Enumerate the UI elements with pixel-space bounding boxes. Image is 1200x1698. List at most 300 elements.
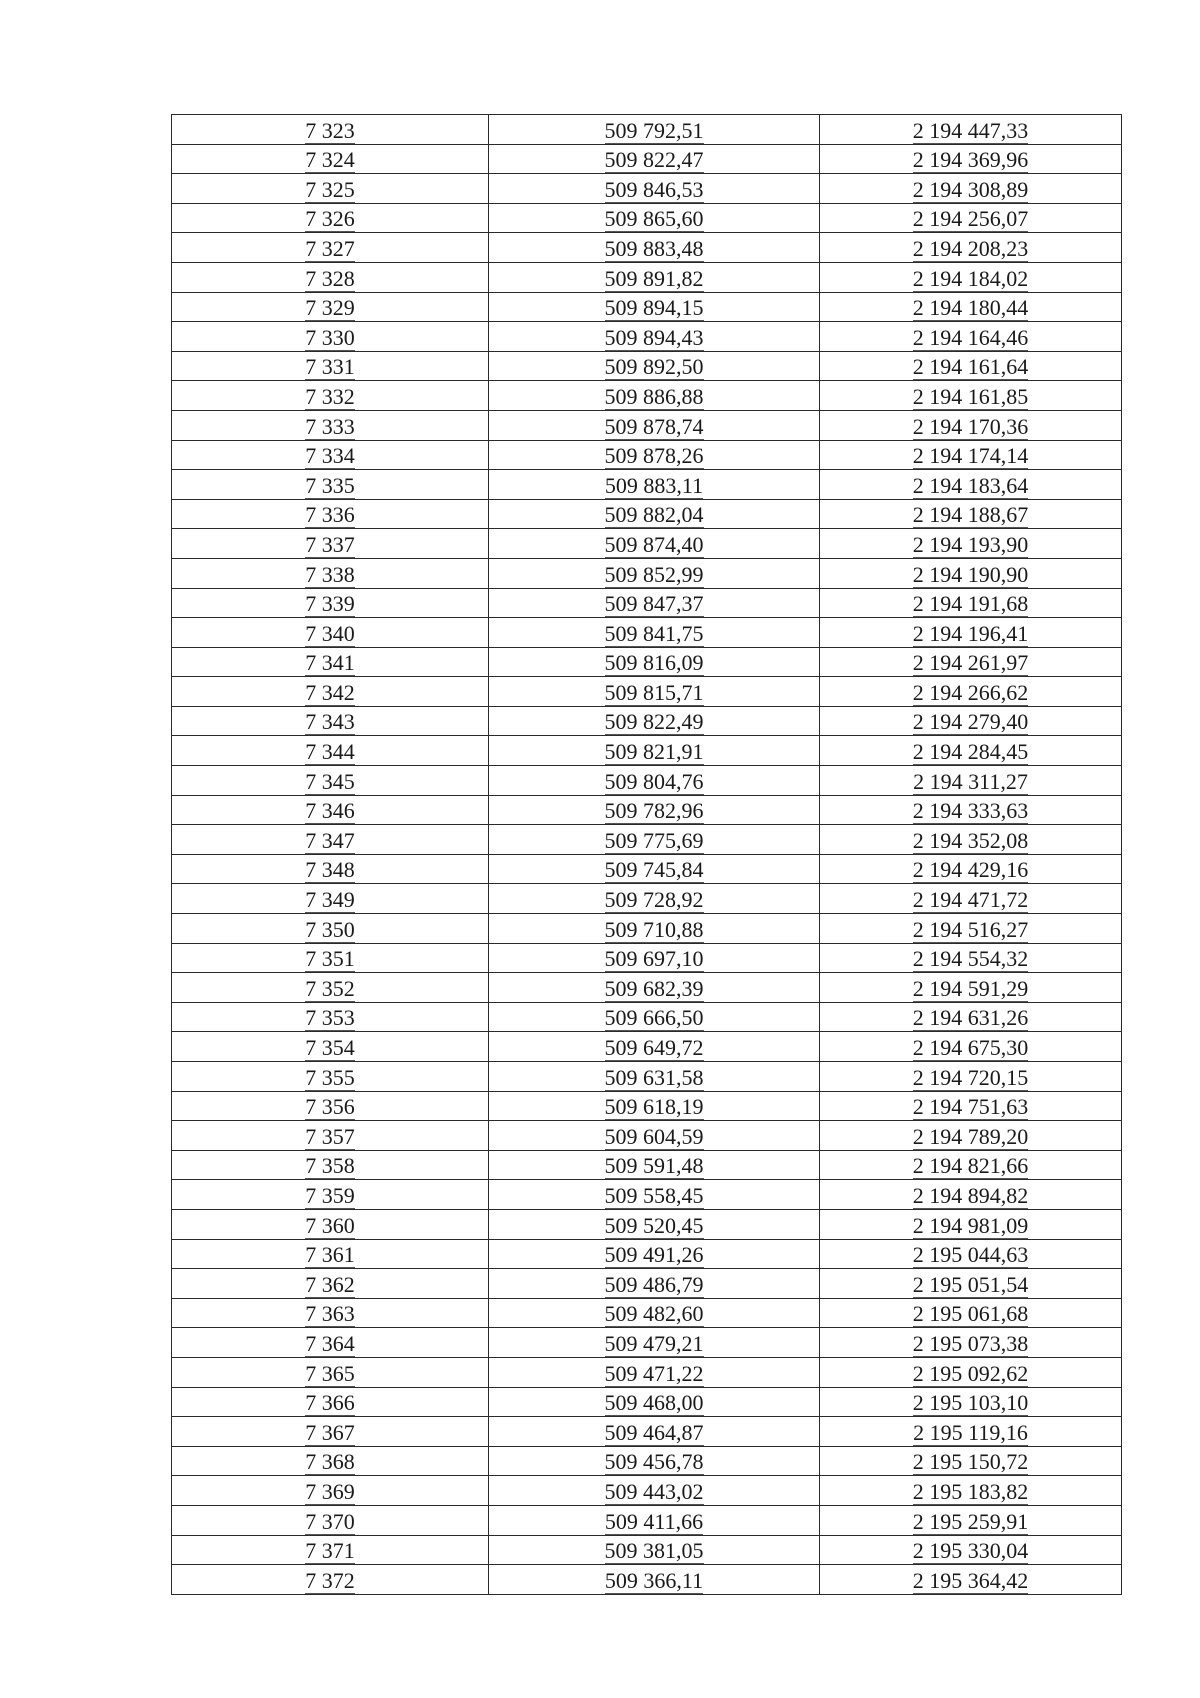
cell-value: 2 194 170,36 (912, 413, 1029, 439)
table-row (172, 1446, 1122, 1476)
x-coordinate-cell (489, 440, 820, 470)
x-coordinate-cell (489, 203, 820, 233)
cell-value: 509 804,76 (604, 768, 704, 794)
cell-value: 509 815,71 (604, 679, 704, 705)
point-number-cell (172, 144, 489, 174)
cell-value: 509 604,59 (604, 1123, 704, 1149)
table-row (172, 973, 1122, 1003)
x-coordinate-cell (489, 1062, 820, 1092)
cell-value: 2 195 150,72 (912, 1449, 1029, 1475)
x-coordinate-cell (489, 854, 820, 884)
point-number-cell (172, 1002, 489, 1032)
cell-value: 7 362 (305, 1271, 355, 1297)
cell-value: 7 335 (305, 472, 355, 498)
cell-value: 2 194 352,08 (912, 827, 1029, 853)
cell-value: 7 340 (305, 620, 355, 646)
y-coordinate-cell (820, 203, 1122, 233)
x-coordinate-cell (489, 1535, 820, 1565)
cell-value: 2 194 256,07 (912, 206, 1029, 232)
y-coordinate-cell (820, 1535, 1122, 1565)
cell-value: 509 822,47 (604, 147, 704, 173)
table-row (172, 1476, 1122, 1506)
cell-value: 509 471,22 (604, 1360, 704, 1386)
table-row (172, 1387, 1122, 1417)
table-row (172, 766, 1122, 796)
cell-value: 509 792,51 (604, 117, 704, 143)
table-row (172, 1032, 1122, 1062)
cell-value: 7 347 (305, 827, 355, 853)
cell-value: 7 337 (305, 531, 355, 557)
cell-value: 509 682,39 (604, 975, 704, 1001)
cell-value: 2 195 044,63 (912, 1242, 1029, 1268)
cell-value: 2 194 161,85 (912, 383, 1029, 409)
cell-value: 7 361 (305, 1242, 355, 1268)
x-coordinate-cell (489, 410, 820, 440)
cell-value: 2 194 429,16 (912, 857, 1029, 883)
table-row (172, 706, 1122, 736)
x-coordinate-cell (489, 1209, 820, 1239)
cell-value: 7 346 (305, 798, 355, 824)
cell-value: 2 194 471,72 (912, 887, 1029, 913)
point-number-cell (172, 1417, 489, 1447)
cell-value: 509 482,60 (604, 1301, 704, 1327)
cell-value: 7 325 (305, 176, 355, 202)
cell-value: 2 195 183,82 (912, 1478, 1029, 1504)
x-coordinate-cell (489, 736, 820, 766)
x-coordinate-cell (489, 174, 820, 204)
cell-value: 509 883,11 (604, 472, 704, 498)
y-coordinate-cell (820, 381, 1122, 411)
cell-value: 509 411,66 (604, 1508, 704, 1534)
point-number-cell (172, 381, 489, 411)
y-coordinate-cell (820, 1209, 1122, 1239)
point-number-cell (172, 884, 489, 914)
point-number-cell (172, 825, 489, 855)
y-coordinate-cell (820, 647, 1122, 677)
x-coordinate-cell (489, 618, 820, 648)
cell-value: 7 365 (305, 1360, 355, 1386)
cell-value: 509 456,78 (604, 1449, 704, 1475)
y-coordinate-cell (820, 706, 1122, 736)
cell-value: 2 194 161,64 (912, 354, 1029, 380)
x-coordinate-cell (489, 1269, 820, 1299)
y-coordinate-cell (820, 973, 1122, 1003)
cell-value: 2 194 188,67 (912, 502, 1029, 528)
cell-value: 2 195 061,68 (912, 1301, 1029, 1327)
table-row (172, 203, 1122, 233)
point-number-cell (172, 410, 489, 440)
x-coordinate-cell (489, 233, 820, 263)
cell-value: 509 822,49 (604, 709, 704, 735)
point-number-cell (172, 529, 489, 559)
table-row (172, 854, 1122, 884)
table-row (172, 618, 1122, 648)
y-coordinate-cell (820, 262, 1122, 292)
table-row (172, 470, 1122, 500)
cell-value: 2 194 208,23 (912, 235, 1029, 261)
y-coordinate-cell (820, 1032, 1122, 1062)
cell-value: 2 195 364,42 (912, 1567, 1029, 1593)
point-number-cell (172, 470, 489, 500)
point-number-cell (172, 322, 489, 352)
table-row (172, 144, 1122, 174)
y-coordinate-cell (820, 1387, 1122, 1417)
table-row (172, 1091, 1122, 1121)
cell-value: 7 342 (305, 679, 355, 705)
y-coordinate-cell (820, 1476, 1122, 1506)
point-number-cell (172, 1032, 489, 1062)
table-row (172, 1180, 1122, 1210)
cell-value: 7 360 (305, 1212, 355, 1238)
cell-value: 509 491,26 (604, 1242, 704, 1268)
cell-value: 7 327 (305, 235, 355, 261)
cell-value: 7 350 (305, 916, 355, 942)
y-coordinate-cell (820, 825, 1122, 855)
table-row (172, 1417, 1122, 1447)
point-number-cell (172, 351, 489, 381)
y-coordinate-cell (820, 1180, 1122, 1210)
y-coordinate-cell (820, 440, 1122, 470)
cell-value: 7 336 (305, 502, 355, 528)
y-coordinate-cell (820, 588, 1122, 618)
x-coordinate-cell (489, 825, 820, 855)
cell-value: 7 345 (305, 768, 355, 794)
cell-value: 2 194 751,63 (912, 1094, 1029, 1120)
table-row (172, 1505, 1122, 1535)
table-row (172, 1121, 1122, 1151)
table-row (172, 115, 1122, 145)
table-row (172, 647, 1122, 677)
cell-value: 7 357 (305, 1123, 355, 1149)
x-coordinate-cell (489, 115, 820, 145)
point-number-cell (172, 1446, 489, 1476)
cell-value: 509 464,87 (604, 1419, 704, 1445)
cell-value: 7 341 (305, 650, 355, 676)
cell-value: 2 194 720,15 (912, 1064, 1029, 1090)
cell-value: 2 195 103,10 (912, 1390, 1029, 1416)
cell-value: 509 886,88 (604, 383, 704, 409)
cell-value: 7 329 (305, 295, 355, 321)
cell-value: 509 468,00 (604, 1390, 704, 1416)
x-coordinate-cell (489, 322, 820, 352)
cell-value: 2 194 284,45 (912, 739, 1029, 765)
cell-value: 509 381,05 (604, 1538, 704, 1564)
point-number-cell (172, 115, 489, 145)
cell-value: 7 339 (305, 591, 355, 617)
y-coordinate-cell (820, 1091, 1122, 1121)
point-number-cell (172, 647, 489, 677)
x-coordinate-cell (489, 677, 820, 707)
cell-value: 2 195 119,16 (913, 1419, 1028, 1445)
y-coordinate-cell (820, 1505, 1122, 1535)
cell-value: 2 194 193,90 (912, 531, 1029, 557)
cell-value: 7 338 (305, 561, 355, 587)
cell-value: 2 194 261,97 (912, 650, 1029, 676)
point-number-cell (172, 1150, 489, 1180)
cell-value: 509 443,02 (604, 1478, 704, 1504)
cell-value: 2 194 174,14 (912, 443, 1029, 469)
x-coordinate-cell (489, 1121, 820, 1151)
cell-value: 509 666,50 (604, 1005, 704, 1031)
y-coordinate-cell (820, 529, 1122, 559)
cell-value: 2 195 051,54 (912, 1271, 1029, 1297)
y-coordinate-cell (820, 795, 1122, 825)
table-row (172, 1535, 1122, 1565)
cell-value: 509 883,48 (604, 235, 704, 261)
point-number-cell (172, 1298, 489, 1328)
x-coordinate-cell (489, 529, 820, 559)
point-number-cell (172, 1565, 489, 1595)
cell-value: 509 697,10 (604, 946, 704, 972)
x-coordinate-cell (489, 973, 820, 1003)
cell-value: 7 370 (305, 1508, 355, 1534)
cell-value: 7 367 (305, 1419, 355, 1445)
y-coordinate-cell (820, 1239, 1122, 1269)
table-row (172, 914, 1122, 944)
y-coordinate-cell (820, 410, 1122, 440)
y-coordinate-cell (820, 233, 1122, 263)
x-coordinate-cell (489, 558, 820, 588)
cell-value: 2 194 591,29 (912, 975, 1029, 1001)
table-row (172, 558, 1122, 588)
cell-value: 509 745,84 (604, 857, 704, 883)
point-number-cell (172, 1328, 489, 1358)
y-coordinate-cell (820, 1357, 1122, 1387)
point-number-cell (172, 558, 489, 588)
point-number-cell (172, 1505, 489, 1535)
cell-value: 509 710,88 (604, 916, 704, 942)
cell-value: 509 520,45 (604, 1212, 704, 1238)
table-row (172, 1565, 1122, 1595)
table-row (172, 292, 1122, 322)
x-coordinate-cell (489, 292, 820, 322)
x-coordinate-cell (489, 499, 820, 529)
point-number-cell (172, 233, 489, 263)
y-coordinate-cell (820, 1269, 1122, 1299)
cell-value: 509 878,74 (604, 413, 704, 439)
cell-value: 7 344 (305, 739, 355, 765)
cell-value: 509 852,99 (604, 561, 704, 587)
cell-value: 2 194 191,68 (912, 591, 1029, 617)
cell-value: 2 194 447,33 (912, 117, 1029, 143)
point-number-cell (172, 706, 489, 736)
y-coordinate-cell (820, 677, 1122, 707)
cell-value: 7 328 (305, 265, 355, 291)
cell-value: 7 330 (305, 324, 355, 350)
cell-value: 7 324 (305, 147, 355, 173)
table-row (172, 233, 1122, 263)
x-coordinate-cell (489, 351, 820, 381)
cell-value: 7 372 (305, 1567, 355, 1593)
x-coordinate-cell (489, 884, 820, 914)
x-coordinate-cell (489, 766, 820, 796)
point-number-cell (172, 795, 489, 825)
y-coordinate-cell (820, 766, 1122, 796)
cell-value: 2 194 183,64 (912, 472, 1029, 498)
cell-value: 2 194 631,26 (912, 1005, 1029, 1031)
cell-value: 509 874,40 (604, 531, 704, 557)
x-coordinate-cell (489, 1476, 820, 1506)
x-coordinate-cell (489, 1150, 820, 1180)
point-number-cell (172, 1476, 489, 1506)
table-row (172, 174, 1122, 204)
cell-value: 7 333 (305, 413, 355, 439)
y-coordinate-cell (820, 292, 1122, 322)
y-coordinate-cell (820, 470, 1122, 500)
x-coordinate-cell (489, 588, 820, 618)
point-number-cell (172, 766, 489, 796)
x-coordinate-cell (489, 1565, 820, 1595)
x-coordinate-cell (489, 1002, 820, 1032)
table-row (172, 1150, 1122, 1180)
point-number-cell (172, 973, 489, 1003)
cell-value: 2 194 789,20 (912, 1123, 1029, 1149)
cell-value: 509 782,96 (604, 798, 704, 824)
table-row (172, 884, 1122, 914)
cell-value: 2 195 092,62 (912, 1360, 1029, 1386)
point-number-cell (172, 1357, 489, 1387)
x-coordinate-cell (489, 795, 820, 825)
table-row (172, 1209, 1122, 1239)
y-coordinate-cell (820, 115, 1122, 145)
table-body (172, 115, 1122, 1595)
cell-value: 2 194 196,41 (912, 620, 1029, 646)
cell-value: 7 366 (305, 1390, 355, 1416)
table-row (172, 677, 1122, 707)
cell-value: 2 194 516,27 (912, 916, 1029, 942)
cell-value: 7 348 (305, 857, 355, 883)
table-row (172, 351, 1122, 381)
cell-value: 509 846,53 (604, 176, 704, 202)
table-row (172, 381, 1122, 411)
x-coordinate-cell (489, 647, 820, 677)
x-coordinate-cell (489, 1357, 820, 1387)
cell-value: 7 349 (305, 887, 355, 913)
cell-value: 2 194 333,63 (912, 798, 1029, 824)
point-number-cell (172, 914, 489, 944)
cell-value: 2 194 554,32 (912, 946, 1029, 972)
cell-value: 509 591,48 (604, 1153, 704, 1179)
cell-value: 7 363 (305, 1301, 355, 1327)
point-number-cell (172, 1387, 489, 1417)
y-coordinate-cell (820, 322, 1122, 352)
cell-value: 7 368 (305, 1449, 355, 1475)
cell-value: 7 358 (305, 1153, 355, 1179)
table-row (172, 1357, 1122, 1387)
cell-value: 2 194 180,44 (912, 295, 1029, 321)
cell-value: 7 371 (305, 1538, 355, 1564)
point-number-cell (172, 1535, 489, 1565)
y-coordinate-cell (820, 736, 1122, 766)
point-number-cell (172, 292, 489, 322)
table-row (172, 322, 1122, 352)
cell-value: 2 194 184,02 (912, 265, 1029, 291)
point-number-cell (172, 854, 489, 884)
cell-value: 7 369 (305, 1478, 355, 1504)
y-coordinate-cell (820, 499, 1122, 529)
cell-value: 509 894,43 (604, 324, 704, 350)
cell-value: 509 649,72 (604, 1035, 704, 1060)
cell-value: 7 354 (305, 1035, 355, 1060)
table-row (172, 825, 1122, 855)
point-number-cell (172, 1209, 489, 1239)
x-coordinate-cell (489, 1417, 820, 1447)
table-row (172, 440, 1122, 470)
cell-value: 509 631,58 (604, 1064, 704, 1090)
x-coordinate-cell (489, 1505, 820, 1535)
point-number-cell (172, 174, 489, 204)
y-coordinate-cell (820, 144, 1122, 174)
point-number-cell (172, 499, 489, 529)
x-coordinate-cell (489, 1446, 820, 1476)
cell-value: 2 194 279,40 (912, 709, 1029, 735)
x-coordinate-cell (489, 1387, 820, 1417)
x-coordinate-cell (489, 1298, 820, 1328)
cell-value: 7 353 (305, 1005, 355, 1031)
y-coordinate-cell (820, 618, 1122, 648)
cell-value: 2 194 164,46 (912, 324, 1029, 350)
y-coordinate-cell (820, 1446, 1122, 1476)
x-coordinate-cell (489, 1091, 820, 1121)
point-number-cell (172, 618, 489, 648)
table-row (172, 1269, 1122, 1299)
cell-value: 509 841,75 (604, 620, 704, 646)
cell-value: 2 194 369,96 (912, 147, 1029, 173)
table-row (172, 1239, 1122, 1269)
cell-value: 7 364 (305, 1330, 355, 1356)
y-coordinate-cell (820, 1328, 1122, 1358)
cell-value: 7 331 (305, 354, 355, 380)
table-row (172, 499, 1122, 529)
x-coordinate-cell (489, 943, 820, 973)
cell-value: 509 882,04 (604, 502, 704, 528)
cell-value: 509 894,15 (604, 295, 704, 321)
cell-value: 2 194 190,90 (912, 561, 1029, 587)
cell-value: 509 728,92 (604, 887, 704, 913)
table-row (172, 529, 1122, 559)
cell-value: 7 356 (305, 1094, 355, 1120)
y-coordinate-cell (820, 1121, 1122, 1151)
cell-value: 2 194 894,82 (912, 1182, 1029, 1208)
table-row (172, 795, 1122, 825)
y-coordinate-cell (820, 351, 1122, 381)
cell-value: 2 194 311,27 (913, 768, 1028, 794)
y-coordinate-cell (820, 884, 1122, 914)
cell-value: 7 323 (305, 117, 355, 143)
y-coordinate-cell (820, 558, 1122, 588)
y-coordinate-cell (820, 1002, 1122, 1032)
table-row (172, 943, 1122, 973)
point-number-cell (172, 1239, 489, 1269)
point-number-cell (172, 1062, 489, 1092)
y-coordinate-cell (820, 1062, 1122, 1092)
y-coordinate-cell (820, 854, 1122, 884)
cell-value: 2 195 330,04 (912, 1538, 1029, 1564)
x-coordinate-cell (489, 1328, 820, 1358)
point-number-cell (172, 943, 489, 973)
point-number-cell (172, 588, 489, 618)
cell-value: 509 878,26 (604, 443, 704, 469)
point-number-cell (172, 1091, 489, 1121)
cell-value: 7 359 (305, 1182, 355, 1208)
table-row (172, 1298, 1122, 1328)
point-number-cell (172, 1269, 489, 1299)
point-number-cell (172, 203, 489, 233)
x-coordinate-cell (489, 262, 820, 292)
cell-value: 509 821,91 (604, 739, 704, 765)
cell-value: 509 486,79 (604, 1271, 704, 1297)
cell-value: 509 865,60 (604, 206, 704, 232)
